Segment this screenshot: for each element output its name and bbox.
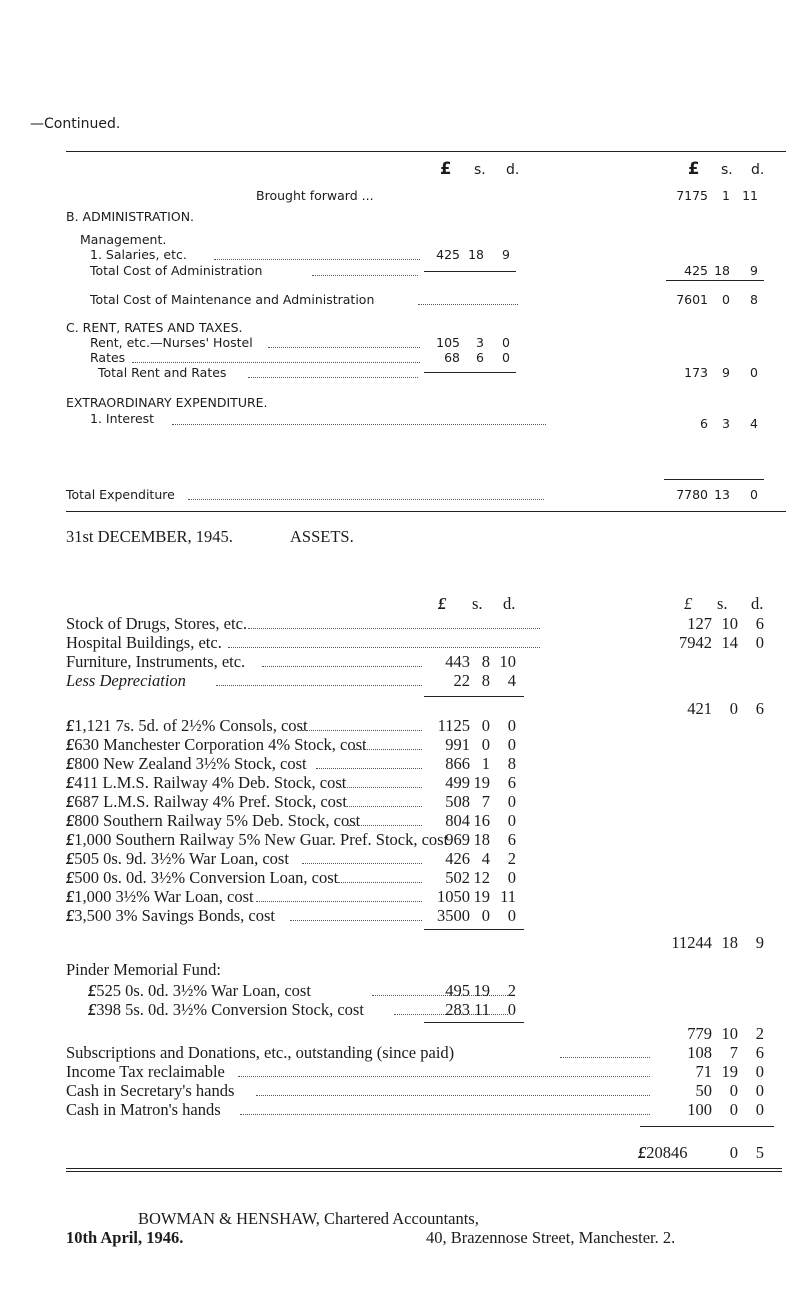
report-date: 10th April, 1946. [66, 1228, 184, 1247]
stock-pounds: 127 [687, 614, 712, 633]
investments-subtotal-rule [424, 929, 524, 930]
buildings-shillings: 14 [721, 633, 738, 652]
investment-pence: 0 [507, 811, 516, 830]
pinder-pence: 0 [507, 1000, 516, 1019]
pinder-shillings: 19 [473, 981, 490, 1000]
interest-label: 1. Interest [90, 411, 155, 426]
interest-pounds: 6 [700, 416, 708, 431]
assets-col-head-pence-1: d. [503, 594, 516, 613]
investment-pounds: 1125 [437, 716, 470, 735]
maint-admin-shillings: 0 [722, 292, 730, 307]
stock-shillings: 10 [721, 614, 738, 633]
list-item: £1,000 Southern Railway 5% New Guar. Pref. Stock, cost [66, 830, 449, 849]
grand-total-shillings: 0 [729, 1143, 738, 1162]
investments-total-shillings: 18 [721, 933, 738, 952]
furniture-pence: 10 [499, 652, 516, 671]
rent-rates-total-pounds: 173 [684, 365, 708, 380]
interest-leader [172, 424, 546, 425]
maint-admin-leader [418, 304, 518, 305]
depreciation-label: Less Depreciation [66, 671, 186, 690]
furniture-net-pence: 6 [755, 699, 764, 718]
col-head-pence-2: d. [751, 162, 765, 178]
stock-label: Stock of Drugs, Stores, etc. [66, 614, 248, 633]
col-head-shillings-2: s. [721, 162, 733, 178]
salaries-shillings: 18 [468, 247, 484, 262]
pinder-subtotal-rule [424, 1022, 524, 1023]
section-divider-rule [66, 511, 786, 512]
admin-total-shillings: 18 [714, 263, 730, 278]
subscriptions-label: Subscriptions and Donations, etc., outstanding (since paid) [66, 1043, 455, 1062]
list-item: £800 Southern Railway 5% Deb. Stock, cost [66, 811, 361, 830]
grand-total-currency: £ [638, 1143, 647, 1162]
brought-forward-pence: 11 [742, 188, 758, 203]
investment-pounds: 508 [445, 792, 470, 811]
pinder-pounds: 283 [445, 1000, 470, 1019]
admin-subtotal-rule [424, 271, 516, 272]
accountants-address: 40, Brazennose Street, Manchester. 2. [426, 1228, 676, 1247]
list-item: £500 0s. 0d. 3½% Conversion Loan, cost [66, 868, 339, 887]
buildings-leader [228, 647, 540, 648]
income-tax-pounds: 71 [695, 1062, 712, 1081]
investment-pounds: 426 [445, 849, 470, 868]
grand-total [638, 1143, 688, 1163]
subscriptions-pounds: 108 [687, 1043, 712, 1062]
cash-secretary-label: Cash in Secretary's hands [66, 1081, 235, 1100]
pinder-title: Pinder Memorial Fund: [66, 960, 221, 979]
maint-admin-pounds: 7601 [676, 292, 708, 307]
investment-pounds: 1050 [437, 887, 470, 906]
salaries-pounds: 425 [436, 247, 460, 262]
rent-rates-total-shillings: 9 [722, 365, 730, 380]
admin-total-pounds: 425 [684, 263, 708, 278]
rates-shillings: 6 [476, 350, 484, 365]
assets-col-head-shillings-1: s. [472, 594, 483, 613]
col-head-pounds-1: £ [440, 159, 452, 178]
pinder-pence: 2 [507, 981, 516, 1000]
investment-shillings: 18 [473, 830, 490, 849]
col-head-pounds-2: £ [688, 159, 700, 178]
extraordinary-title: EXTRAORDINARY EXPENDITURE. [66, 395, 268, 410]
interest-shillings: 3 [722, 416, 730, 431]
investment-pounds: 991 [445, 735, 470, 754]
investment-pounds: 502 [445, 868, 470, 887]
pinder-shillings: 11 [474, 1000, 490, 1019]
list-item: £630 Manchester Corporation 4% Stock, cost [66, 735, 367, 754]
rent-leader [268, 347, 420, 348]
assets-title: ASSETS. [290, 527, 354, 546]
investment-shillings: 0 [481, 735, 490, 754]
admin-total-label: Total Cost of Administration [90, 263, 263, 278]
total-expenditure-pence: 0 [750, 487, 758, 502]
admin-total-pence: 9 [750, 263, 758, 278]
total-expenditure-pounds: 7780 [676, 487, 708, 502]
investment-pounds: 866 [445, 754, 470, 773]
rates-leader [132, 362, 420, 363]
cash-matron-label: Cash in Matron's hands [66, 1100, 221, 1119]
total-expenditure-shillings: 13 [714, 487, 730, 502]
list-item: £687 L.M.S. Railway 4% Pref. Stock, cost [66, 792, 347, 811]
subscriptions-pence: 6 [755, 1043, 764, 1062]
investment-pounds: 3500 [437, 906, 470, 925]
stock-leader [248, 628, 540, 629]
investment-shillings: 19 [473, 887, 490, 906]
grand-total-top-rule [640, 1126, 774, 1127]
salaries-label: 1. Salaries, etc. [90, 247, 187, 262]
pinder-total-pounds: 779 [687, 1024, 712, 1043]
furniture-label: Furniture, Instruments, etc. [66, 652, 246, 671]
investment-pence: 0 [507, 906, 516, 925]
furniture-shillings: 8 [481, 652, 490, 671]
investment-shillings: 16 [473, 811, 490, 830]
income-tax-pence: 0 [755, 1062, 764, 1081]
brought-forward-label: Brought forward ... [256, 188, 374, 203]
income-tax-label: Income Tax reclaimable [66, 1062, 225, 1081]
assets-col-head-pounds-1: £ [438, 594, 447, 613]
depreciation-pence: 4 [507, 671, 516, 690]
investment-shillings: 1 [481, 754, 490, 773]
depreciation-shillings: 8 [481, 671, 490, 690]
rent-subtotal-rule [424, 372, 516, 373]
investment-shillings: 4 [481, 849, 490, 868]
assets-date: 31st DECEMBER, 1945. [66, 527, 233, 546]
pinder-total-pence: 2 [755, 1024, 764, 1043]
depreciation-pounds: 22 [453, 671, 470, 690]
grand-total-pence: 5 [755, 1143, 764, 1162]
depreciation-leader [216, 685, 422, 686]
buildings-label: Hospital Buildings, etc. [66, 633, 222, 652]
rates-pence: 0 [502, 350, 510, 365]
top-rule [66, 151, 786, 152]
total-expenditure-rule [664, 479, 764, 480]
assets-col-head-pounds-2: £ [684, 594, 693, 613]
furniture-leader [262, 666, 422, 667]
rent-shillings: 3 [476, 335, 484, 350]
rent-label: Rent, etc.—Nurses' Hostel [90, 335, 253, 350]
investment-pence: 6 [507, 773, 516, 792]
pinder-pounds: 495 [445, 981, 470, 1000]
salaries-leader [214, 259, 420, 260]
section-b-title: B. ADMINISTRATION. [66, 209, 195, 224]
rent-rates-total-label: Total Rent and Rates [98, 365, 227, 380]
investment-pounds: 499 [445, 773, 470, 792]
rent-rates-total-leader [248, 377, 418, 378]
rent-rates-total-pence: 0 [750, 365, 758, 380]
total-expenditure-label: Total Expenditure [66, 487, 175, 502]
investment-pounds: 969 [445, 830, 470, 849]
investment-shillings: 0 [481, 716, 490, 735]
cash-secretary-shillings: 0 [729, 1081, 738, 1100]
maint-admin-label: Total Cost of Maintenance and Administration [90, 292, 375, 307]
brought-forward-pounds: 7175 [676, 188, 708, 203]
col-head-shillings-1: s. [474, 162, 486, 178]
investment-pence: 11 [500, 887, 516, 906]
investment-pence: 0 [507, 735, 516, 754]
stock-pence: 6 [755, 614, 764, 633]
maint-admin-pence: 8 [750, 292, 758, 307]
investments-total-pence: 9 [755, 933, 764, 952]
investment-shillings: 12 [473, 868, 490, 887]
furniture-net-shillings: 0 [729, 699, 738, 718]
pinder-item: £398 5s. 0d. 3½% Conversion Stock, cost [88, 1000, 364, 1019]
investment-shillings: 19 [473, 773, 490, 792]
accountants-firm: BOWMAN & HENSHAW, Chartered Accountants, [138, 1209, 479, 1228]
brought-forward-shillings: 1 [722, 188, 730, 203]
list-item: £411 L.M.S. Railway 4% Deb. Stock, cost [66, 773, 347, 792]
investment-pence: 0 [507, 792, 516, 811]
admin-total-leader [312, 275, 418, 276]
rent-pence: 0 [502, 335, 510, 350]
rates-label: Rates [90, 350, 126, 365]
list-item: £505 0s. 9d. 3½% War Loan, cost [66, 849, 289, 868]
cash-matron-shillings: 0 [729, 1100, 738, 1119]
investment-pence: 2 [507, 849, 516, 868]
pinder-item: £525 0s. 0d. 3½% War Loan, cost [88, 981, 311, 1000]
salaries-pence: 9 [502, 247, 510, 262]
investment-pounds: 804 [445, 811, 470, 830]
buildings-pounds: 7942 [679, 633, 712, 652]
investment-pence: 0 [507, 716, 516, 735]
buildings-pence: 0 [755, 633, 764, 652]
investment-pence: 0 [507, 868, 516, 887]
admin-total-rule [666, 280, 764, 281]
list-item: £1,000 3½% War Loan, cost [66, 887, 254, 906]
list-item: £3,500 3% Savings Bonds, cost [66, 906, 276, 925]
bottom-double-rule-1 [66, 1168, 782, 1169]
cash-secretary-pence: 0 [755, 1081, 764, 1100]
section-c-title: C. RENT, RATES AND TAXES. [66, 320, 243, 335]
investment-pence: 8 [507, 754, 516, 773]
bottom-double-rule-2 [66, 1171, 782, 1172]
investments-total-pounds: 11244 [671, 933, 712, 952]
investment-shillings: 0 [481, 906, 490, 925]
cash-secretary-pounds: 50 [695, 1081, 712, 1100]
section-b-subtitle: Management. [80, 232, 167, 247]
grand-total-pounds: 20846 [646, 1143, 688, 1162]
interest-pence: 4 [750, 416, 758, 431]
investment-pence: 6 [507, 830, 516, 849]
assets-col-head-shillings-2: s. [717, 594, 728, 613]
furniture-pounds: 443 [445, 652, 470, 671]
furniture-subtotal-rule [424, 696, 524, 697]
pinder-total-shillings: 10 [721, 1024, 738, 1043]
cash-matron-pence: 0 [755, 1100, 764, 1119]
subscriptions-shillings: 7 [729, 1043, 738, 1062]
cash-matron-pounds: 100 [687, 1100, 712, 1119]
rates-pounds: 68 [444, 350, 460, 365]
income-tax-shillings: 19 [721, 1062, 738, 1081]
investment-shillings: 7 [481, 792, 490, 811]
col-head-pence-1: d. [506, 162, 520, 178]
rent-pounds: 105 [436, 335, 460, 350]
furniture-net-pounds: 421 [687, 699, 712, 718]
continued-heading: —Continued. [30, 116, 121, 132]
assets-col-head-pence-2: d. [751, 594, 764, 613]
total-expenditure-leader [188, 499, 544, 500]
list-item: £1,121 7s. 5d. of 2½% Consols, cost [66, 716, 308, 735]
list-item: £800 New Zealand 3½% Stock, cost [66, 754, 307, 773]
